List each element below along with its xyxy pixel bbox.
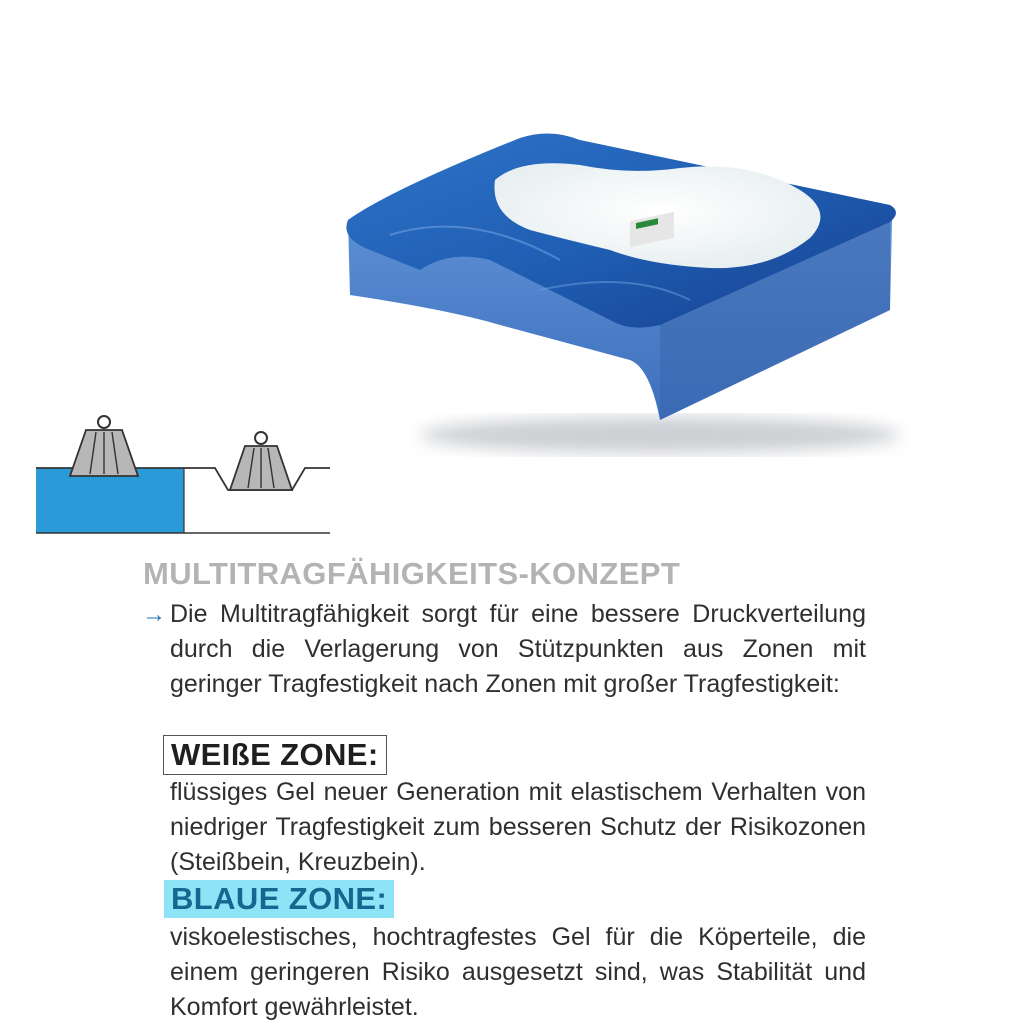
load-diagram [30, 408, 340, 543]
blue-zone-block [36, 468, 184, 533]
blue-zone-description: viskoelestisches, hochtragfestes Gel für die Köperteile, die einem geringeren Risiko ausgesetzt sind, was Stabilität und Komfort gewährleistet. [170, 923, 866, 1021]
cushion-image [330, 120, 910, 470]
blue-zone-label: BLAUE ZONE: [164, 880, 394, 918]
white-zone-label: WEIßE ZONE: [163, 735, 387, 775]
weight-icon [70, 416, 138, 476]
weight-icon [230, 432, 292, 490]
white-zone-description: flüssiges Gel neuer Generation mit elastischem Verhalten von niedriger Tragfestigkeit zum besseren Schutz der Risikozonen (Steißbein, Kreuzbein). [170, 778, 866, 876]
arrow-right-icon: → [142, 601, 166, 628]
intro-paragraph: Die Multitragfähigkeit sorgt für eine bessere Druckverteilung durch die Verlagerung von Stützpunkten aus Zonen mit geringer Tragfestigkeit nach Zonen mit großer Tragfestigkeit: [170, 600, 866, 698]
section-heading: MULTITRAGFÄHIGKEITS-KONZEPT [143, 556, 681, 591]
